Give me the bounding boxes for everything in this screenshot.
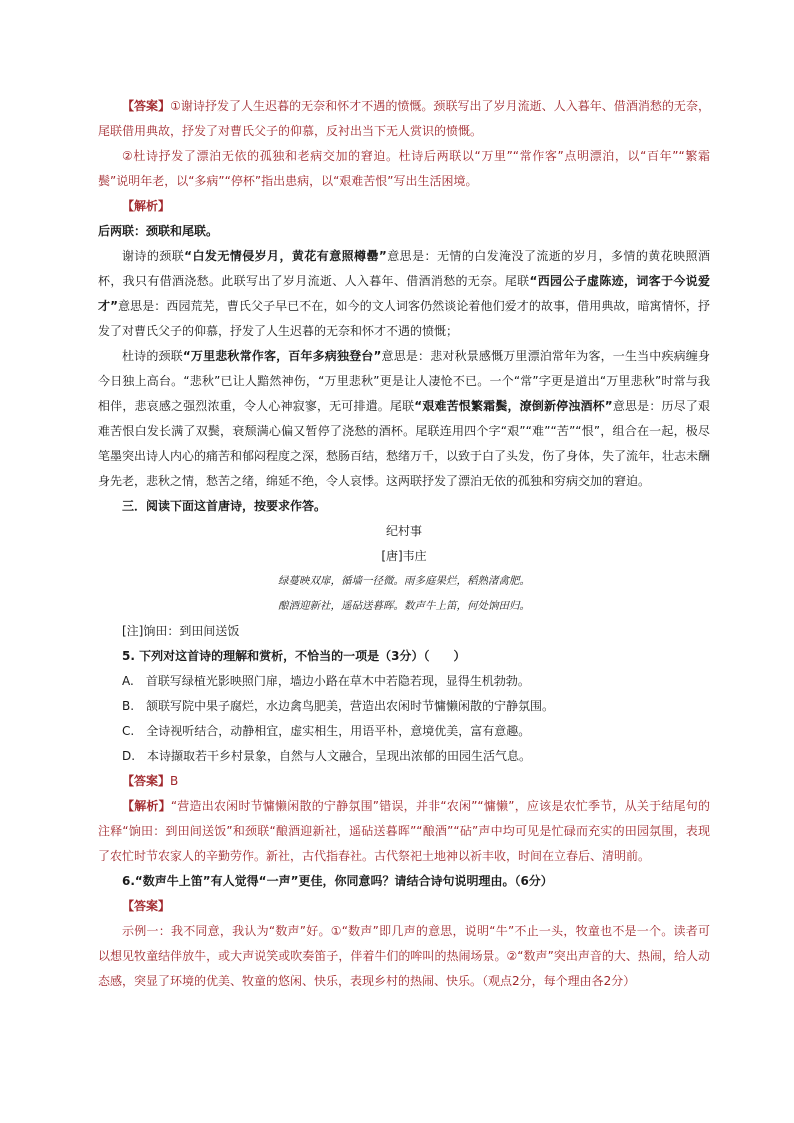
question-6-stem: 6.“数声牛上笛”有人觉得“一声”更佳，你同意吗？请结合诗句说明理由。（6分）: [122, 874, 553, 888]
poem-line-2: 酿酒迎新社，遥砧送暮晖。数声牛上笛，何处饷田归。: [278, 600, 530, 612]
poem-title: 纪村事: [385, 524, 422, 538]
poem-note: [注]饷田：到田间送饭: [122, 624, 240, 638]
question-5-option-d: D. 本诗撷取若干乡村景象，自然与人文融合，呈现出浓郁的田园生活气息。: [122, 749, 532, 763]
analysis-1-para-1: 谢诗的颈联“白发无情侵岁月，黄花有意照樽罍”意思是：无情的白发淹没了流逝的岁月，多情的黄花映照酒杯，我只有借酒浇愁。此联写出了岁月流逝、人入暮年、借酒消愁的无奈。尾联“西园公子虚陈迹，词客于今说爱才”意思是：西园荒芜，曹氏父子早已不在，如今的文人词客仍然谈论着他们爱才的故事，借用典故，暗寓情怀，抒发了对曹氏父子的仰慕，抒发了人生迟暮的无奈和怀才不遇的愤慨；: [98, 249, 710, 338]
question-5-option-a: A. 首联写绿植光影映照门扉，墙边小路在草木中若隐若现，显得生机勃勃。: [122, 674, 530, 688]
analysis-1-head: 后两联：颈联和尾联。: [98, 224, 219, 238]
question-6-answer: 示例一：我不同意，我认为“数声”好。①“数声”即几声的意思，说明“牛”不止一头，牧童也不是一个。读者可以想见牧童结伴放牛，或大声说笑或吹奏笛子，伴着牛们的哞叫的热闹场景。②“数声”突出声音的大、热闹，给人动态感，突显了环境的优美、牧童的悠闲、快乐，表现乡村的热闹、快乐。（观点2分，每个理由各2分）: [98, 924, 710, 988]
analysis-1-tag: 【解析】: [122, 199, 171, 213]
poem-line-1: 绿蔓映双扉，循墙一径微。雨多庭果烂，稻熟渚禽肥。: [278, 575, 530, 587]
question-5-option-b: B. 颔联写院中果子腐烂，水边禽鸟肥美，营造出农闲时节慵懒闲散的宁静氛围。: [122, 699, 555, 713]
question-5-option-c: C. 全诗视听结合，动静相宜，虚实相生，用语平朴，意境优美，富有意趣。: [122, 724, 531, 738]
answer-tag: 【答案】: [122, 99, 171, 113]
answer-1-para-2: ②杜诗抒发了漂泊无依的孤独和老病交加的窘迫。杜诗后两联以“万里”“常作客”点明漂泊，以“百年”“繁霜鬓”说明年老，以“多病”“停杯”指出患病，以“艰难苦恨”写出生活困境。: [98, 149, 710, 188]
question-5-analysis: 【解析】“营造出农闲时节慵懒闲散的宁静氛围”错误，并非“农闲”“慵懒”，应该是农忙季节，从关于结尾句的注释“饷田：到田间送饭”和颈联“酿酒迎新社，遥砧送暮晖”“酿酒”“砧”声中均可见是忙碌而充实的田园氛围，表现了农忙时节农家人的辛勤劳作。新社，古代指春社。古代祭祀土地神以祈丰收，时间在立春后、清明前。: [98, 799, 710, 863]
analysis-1-para-2: 杜诗的颈联“万里悲秋常作客，百年多病独登台”意思是：悲对秋景感慨万里漂泊常年为客，一生当中疾病缠身今日独上高台。“悲秋”已让人黯然神伤，“万里悲秋”更是让人凄怆不已。一个“常”字更是道出“万里悲秋”时常与我相伴，悲哀感之强烈浓重，令人心神寂寥，无可排遣。尾联“艰难苦恨繁霜鬓，潦倒新停浊酒杯”意思是：历尽了艰难苦恨白发长满了双鬓，衰颓满心偏又暂停了浇愁的酒杯。尾联连用四个字“艰”“难”“苦”“恨”，组合在一起，极尽笔墨突出诗人内心的痛苦和郁闷程度之深，愁肠百结，愁绪万千，以致于白了头发，伤了身体，失了流年，壮志未酬身先老，悲秋之情，愁苦之绪，绵延不绝，令人哀悸。这两联抒发了漂泊无依的孤独和穷病交加的窘迫。: [98, 349, 711, 488]
question-5-answer: 【答案】B: [122, 774, 179, 788]
question-6-answer-tag: 【答案】: [122, 899, 171, 913]
answer-1-para-1: 【答案】①谢诗抒发了人生迟暮的无奈和怀才不遇的愤慨。颈联写出了岁月流逝、人入暮年、借酒消愁的无奈，尾联借用典故，抒发了对曹氏父子的仰慕，反衬出当下无人赏识的愤慨。: [98, 99, 710, 138]
section-3-heading: 三．阅读下面这首唐诗，按要求作答。: [122, 499, 327, 513]
poem-author: [唐]韦庄: [381, 549, 427, 563]
question-5-stem: 5. 下列对这首诗的理解和赏析，不恰当的一项是（3分）（ ）: [122, 649, 466, 663]
document-page: [98, 94, 710, 994]
